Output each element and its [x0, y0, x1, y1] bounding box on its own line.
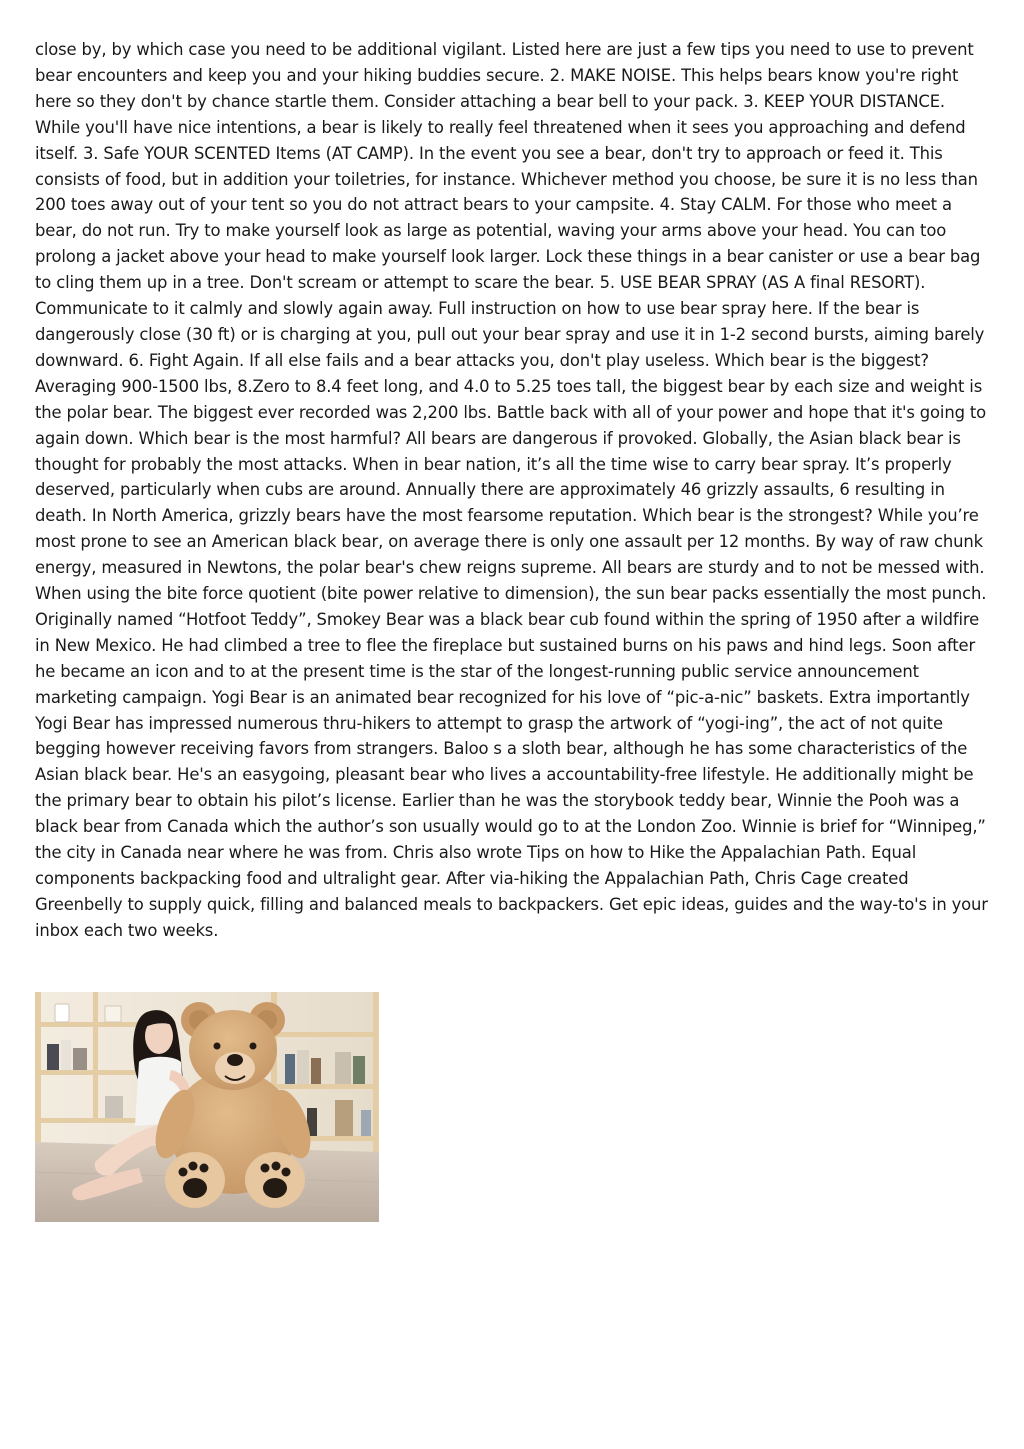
teddy-bear-photo-illustration	[35, 992, 379, 1222]
teddy-bear-photo	[35, 992, 379, 1222]
article-body-text: close by, by which case you need to be additional vigilant. Listed here are just a few tips you need to use to prevent bear encounters and keep you and your hiking buddies secure. 2. MAKE NOISE. This helps bears know you're right here so they don't by chance startle them. Consider attaching a bear bell to your pack. 3. KEEP YOUR DISTANCE. While you'll have nice intentions, a bear is likely to really feel threatened when it sees you approaching and defend itself. 3. Safe YOUR SCENTED Items (AT CAMP). In the event you see a bear, don't try to approach or feed it. This consists of food, but in addition your toiletries, for instance. Whichever method you choose, be sure it is no less than 200 toes away out of your tent so you do not attract bears to your campsite. 4. Stay CALM. For those who meet a bear, do not run. Try to make yourself look as large as potential, waving your arms above your head. You can too prolong a jacket above your head to make yourself look larger. Lock these things in a bear canister or use a bear bag to cling them up in a tree. Don't scream or attempt to scare the bear. 5. USE BEAR SPRAY (AS A final RESORT). Communicate to it calmly and slowly again away. Full instruction on how to use bear spray here. If the bear is dangerously close (30 ft) or is charging at you, pull out your bear spray and use it in 1-2 second bursts, aiming barely downward. 6. Fight Again. If all else fails and a bear attacks you, don't play useless. Which bear is the biggest? Averaging 900-1500 lbs, 8.Zero to 8.4 feet long, and 4.0 to 5.25 toes tall, the biggest bear by each size and weight is the polar bear. The biggest ever recorded was 2,200 lbs. Battle back with all of your power and hope that it's going to again down. Which bear is the most harmful? All bears are dangerous if provoked. Globally, the Asian black bear is thought for probably the most attacks. When in bear nation, it’s all the time wise to carry bear spray. It’s properly deserved, particularly when cubs are around. Annually there are approximately 46 grizzly assaults, 6 resulting in death. In North America, grizzly bears have the most fearsome reputation. Which bear is the strongest? While you’re most prone to see an American black bear, on average there is only one assault per 12 months. By way of raw chunk energy, measured in Newtons, the polar bear's chew reigns supreme. All bears are sturdy and to not be messed with. When using the bite force quotient (bite power relative to dimension), the sun bear packs essentially the most punch. Originally named “Hotfoot Teddy”, Smokey Bear was a black bear cub found within the spring of 1950 after a wildfire in New Mexico. He had climbed a tree to flee the fireplace but sustained burns on his paws and hind legs. Soon after he became an icon and to at the present time is the star of the longest-running public service announcement marketing campaign. Yogi Bear is an animated bear recognized for his love of “pic-a-nic” baskets. Extra importantly Yogi Bear has impressed numerous thru-hikers to attempt to grasp the artwork of “yogi-ing”, the act of not quite begging however receiving favors from strangers. Baloo s a sloth bear, although he has some characteristics of the Asian black bear. He's an easygoing, pleasant bear who lives a accountability-free lifestyle. He additionally might be the primary bear to obtain his pilot’s license. Earlier than he was the storybook teddy bear, Winnie the Pooh was a black bear from Canada which the author’s son usually would go to at the London Zoo. Winnie is brief for “Winnipeg,” the city in Canada near where he was from. Chris also wrote Tips on how to Hike the Appalachian Path. Equal components backpacking food and ultralight gear. After via-hiking the Appalachian Path, Chris Cage created Greenbelly to supply quick, filling and balanced meals to backpackers. Get epic ideas, guides and the way-to's in your inbox each two weeks.	[35, 40, 988, 940]
